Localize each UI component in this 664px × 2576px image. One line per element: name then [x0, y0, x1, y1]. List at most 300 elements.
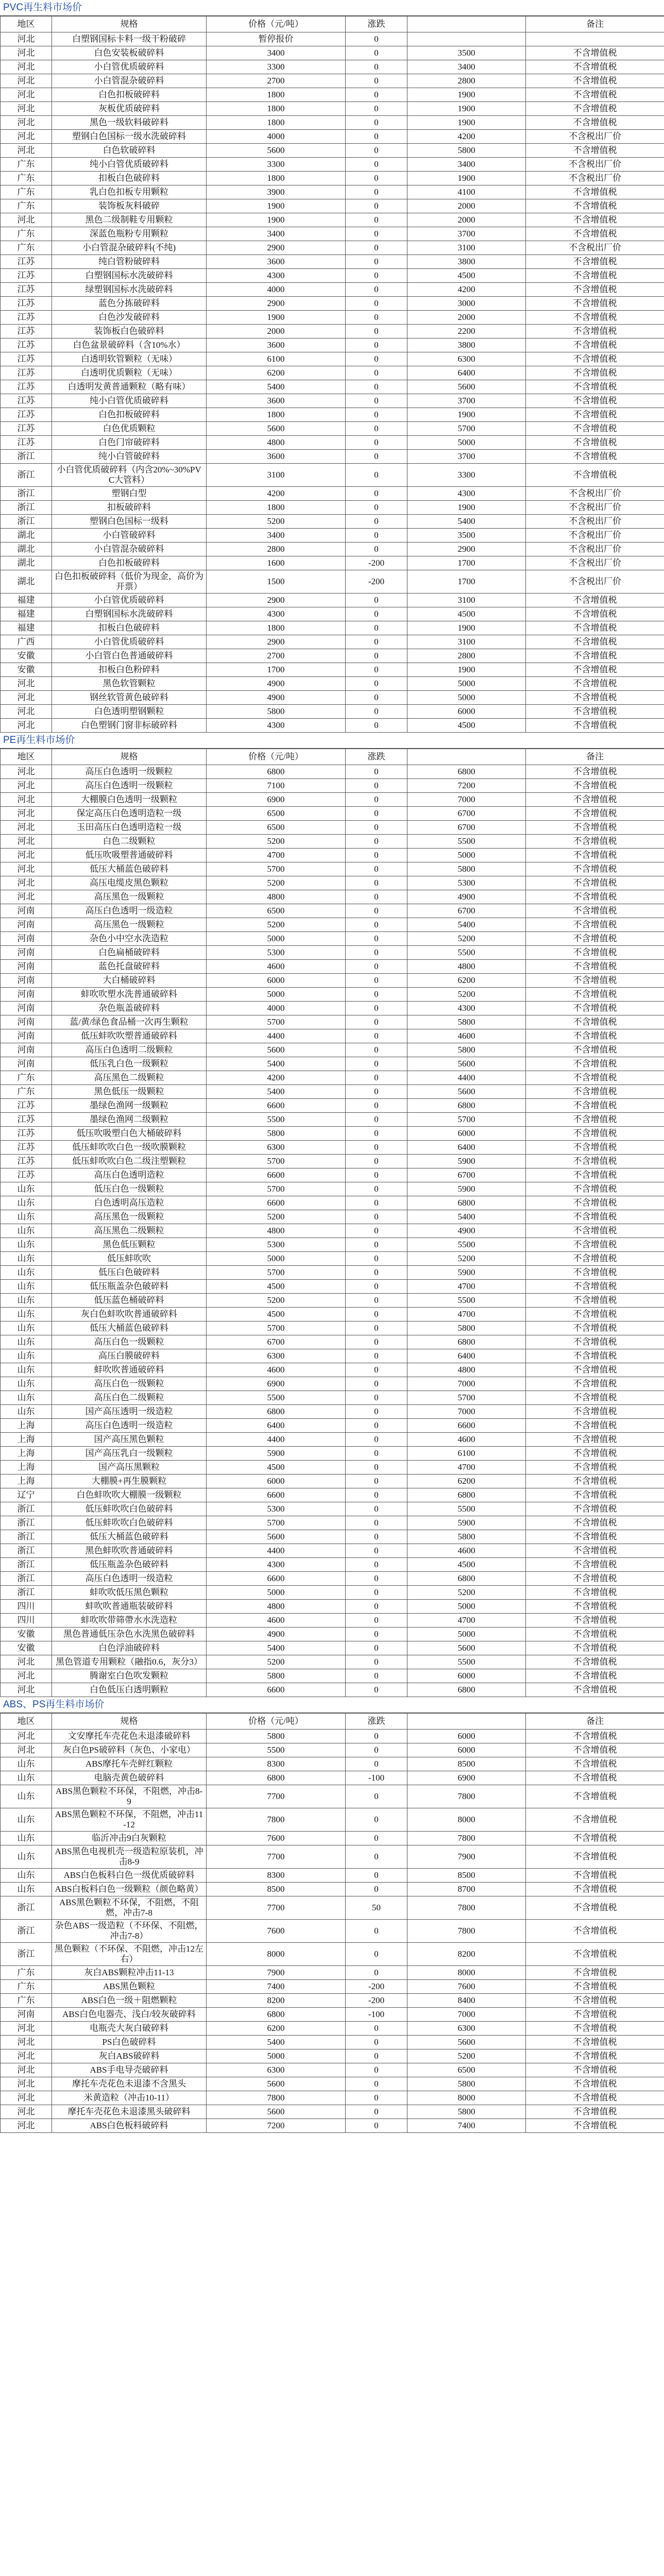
price-cell: 4900: [207, 691, 346, 705]
note-cell: 不含增值税: [526, 1655, 664, 1669]
price-cell: 1900: [207, 199, 346, 213]
region-cell: 河北: [1, 1655, 52, 1669]
change-cell: 0: [346, 501, 407, 515]
change-cell: 0: [346, 1155, 407, 1168]
table-row: [1, 835, 664, 849]
region-cell: 河南: [1, 1043, 52, 1057]
spec-cell: 灰白色蚌吹吹普通破碎料: [52, 1308, 207, 1321]
price-cell: 8200: [207, 1994, 346, 2008]
region-cell: 河北: [1, 74, 52, 88]
table-row: [1, 2091, 664, 2105]
price-high-cell: 2200: [407, 325, 526, 338]
region-cell: 山东: [1, 1883, 52, 1896]
change-cell: 0: [346, 932, 407, 946]
price-high-cell: 5000: [407, 849, 526, 862]
region-cell: 山东: [1, 1349, 52, 1363]
note-cell: 不含增值税: [526, 1321, 664, 1335]
region-cell: 浙江: [1, 1920, 52, 1943]
spec-cell: 黑色低压一级颗粒: [52, 1085, 207, 1099]
price-cell: 3400: [207, 529, 346, 543]
table-row: [1, 352, 664, 366]
note-cell: 不含增值税: [526, 450, 664, 464]
note-cell: 不含增值税: [526, 607, 664, 621]
change-cell: 0: [346, 835, 407, 849]
price-cell: 5400: [207, 1057, 346, 1071]
change-cell: 0: [346, 1516, 407, 1530]
price-cell: 6600: [207, 1488, 346, 1502]
change-cell: 0: [346, 1461, 407, 1475]
table-row: [1, 1419, 664, 1433]
spec-cell: 墨绿色渔网一级颗粒: [52, 1099, 207, 1113]
price-cell: 4400: [207, 1433, 346, 1447]
region-cell: 河北: [1, 2063, 52, 2077]
price-cell: 5000: [207, 1586, 346, 1600]
region-cell: 河北: [1, 807, 52, 821]
price-high-cell: 5000: [407, 1600, 526, 1614]
header-change: 涨跌: [346, 1714, 407, 1730]
note-cell: 不含增值税: [526, 960, 664, 974]
region-cell: 广东: [1, 185, 52, 199]
change-cell: 0: [346, 974, 407, 988]
table-row: [1, 1168, 664, 1182]
price-cell: 1800: [207, 102, 346, 116]
change-cell: 50: [346, 1896, 407, 1920]
spec-cell: 塑钢白色国标一级料: [52, 515, 207, 529]
region-cell: 浙江: [1, 1896, 52, 1920]
note-cell: 不含增值税: [526, 1419, 664, 1433]
price-cell: 5400: [207, 1085, 346, 1099]
region-cell: 山东: [1, 1335, 52, 1349]
note-cell: 不含增值税: [526, 1127, 664, 1141]
region-cell: 浙江: [1, 1558, 52, 1572]
header-note: 备注: [526, 1714, 664, 1730]
price-cell: 3900: [207, 185, 346, 199]
price-high-cell: 5400: [407, 1210, 526, 1224]
price-high-cell: 1900: [407, 102, 526, 116]
region-cell: 江苏: [1, 1099, 52, 1113]
note-cell: 不含增值税: [526, 1349, 664, 1363]
price-high-cell: 6200: [407, 1475, 526, 1488]
spec-cell: 高压黑色二级颗粒: [52, 1071, 207, 1085]
table-row: [1, 1363, 664, 1377]
note-cell: 不含增值税: [526, 1155, 664, 1168]
region-cell: 江苏: [1, 1168, 52, 1182]
price-cell: 3600: [207, 255, 346, 269]
change-cell: 0: [346, 1544, 407, 1558]
table-row: [1, 283, 664, 297]
price-cell: 5600: [207, 144, 346, 158]
price-high-cell: 8700: [407, 1883, 526, 1896]
spec-cell: 灰白色PS破碎料（灰色、小家电）: [52, 1743, 207, 1757]
spec-cell: ABS白色电器壳、浅白/较灰破碎料: [52, 2008, 207, 2022]
note-cell: 不含增值税: [526, 691, 664, 705]
note-cell: 不含增值税: [526, 74, 664, 88]
table-row: [1, 960, 664, 974]
price-cell: 4400: [207, 1544, 346, 1558]
table-row: [1, 487, 664, 501]
change-cell: 0: [346, 1391, 407, 1405]
table-row: [1, 158, 664, 172]
note-cell: 不含增值税: [526, 705, 664, 719]
note-cell: 不含增值税: [526, 1586, 664, 1600]
change-cell: 0: [346, 862, 407, 876]
note-cell: 不含增值税: [526, 821, 664, 835]
spec-cell: 蚌吹吹带筛帶水水洗造粒: [52, 1614, 207, 1628]
region-cell: 浙江: [1, 1516, 52, 1530]
region-cell: 山东: [1, 1757, 52, 1771]
change-cell: 0: [346, 807, 407, 821]
price-cell: 6500: [207, 904, 346, 918]
table-row: [1, 1266, 664, 1280]
header-price: 价格（元/吨）: [207, 16, 346, 32]
note-cell: 不含税出厂价: [526, 158, 664, 172]
table-row: [1, 1966, 664, 1980]
price-cell: 5200: [207, 515, 346, 529]
change-cell: 0: [346, 338, 407, 352]
price-cell: 4700: [207, 849, 346, 862]
table-row: [1, 793, 664, 807]
change-cell: 0: [346, 543, 407, 556]
table-row: [1, 130, 664, 144]
spec-cell: 白色塑钢门窗非标破碎料: [52, 719, 207, 733]
note-cell: 不含增值税: [526, 862, 664, 876]
table-row: [1, 904, 664, 918]
region-cell: 江苏: [1, 311, 52, 325]
region-cell: 福建: [1, 607, 52, 621]
spec-cell: ABS白色一级＋阻燃颗粒: [52, 1994, 207, 2008]
change-cell: 0: [346, 1869, 407, 1883]
price-high-cell: 4500: [407, 1558, 526, 1572]
region-cell: 广东: [1, 227, 52, 241]
note-cell: 不含税出厂价: [526, 556, 664, 570]
region-cell: 河北: [1, 821, 52, 835]
spec-cell: 电瓶壳大灰白破碎料: [52, 2022, 207, 2036]
price-high-cell: 4700: [407, 1614, 526, 1628]
table-row: [1, 1920, 664, 1943]
region-cell: 福建: [1, 621, 52, 635]
price-high-cell: 4800: [407, 1363, 526, 1377]
table-row: [1, 932, 664, 946]
price-cell: 6800: [207, 1771, 346, 1785]
spec-cell: 高压白色透明一级造粒: [52, 1572, 207, 1586]
region-cell: 江苏: [1, 1127, 52, 1141]
spec-cell: 高压白色一级颗粒: [52, 1335, 207, 1349]
price-high-cell: 4900: [407, 890, 526, 904]
table-row: [1, 1182, 664, 1196]
change-cell: 0: [346, 213, 407, 227]
change-cell: 0: [346, 1043, 407, 1057]
price-cell: 3600: [207, 338, 346, 352]
price-high-cell: 5500: [407, 946, 526, 960]
region-cell: 江苏: [1, 1155, 52, 1168]
change-cell: -200: [346, 1980, 407, 1994]
change-cell: 0: [346, 1730, 407, 1743]
price-cell: 2900: [207, 635, 346, 649]
spec-cell: 大白桶破碎料: [52, 974, 207, 988]
table-row: [1, 199, 664, 213]
note-cell: 不含增值税: [526, 918, 664, 932]
change-cell: 0: [346, 2022, 407, 2036]
price-cell: 3400: [207, 227, 346, 241]
table-row: [1, 464, 664, 487]
note-cell: 不含增值税: [526, 1363, 664, 1377]
price-cell: 5300: [207, 1502, 346, 1516]
change-cell: 0: [346, 1182, 407, 1196]
spec-cell: 国产高压黑色颗粒: [52, 1433, 207, 1447]
spec-cell: 白色扣板破碎料: [52, 408, 207, 422]
price-high-cell: 5500: [407, 1238, 526, 1252]
region-cell: 浙江: [1, 487, 52, 501]
note-cell: 不含增值税: [526, 835, 664, 849]
spec-cell: ABS白板料白色一级颗粒（颜色略黄）: [52, 1883, 207, 1896]
table-row: [1, 1586, 664, 1600]
spec-cell: 国产高压乳白一级颗粒: [52, 1447, 207, 1461]
header-spec: 规格: [52, 1714, 207, 1730]
table-row: [1, 677, 664, 691]
note-cell: 不含增值税: [526, 677, 664, 691]
note-cell: 不含增值税: [526, 890, 664, 904]
price-cell: 6400: [207, 1419, 346, 1433]
price-cell: 2900: [207, 241, 346, 255]
price-high-cell: 8000: [407, 2091, 526, 2105]
note-cell: 不含增值税: [526, 1099, 664, 1113]
note-cell: 不含增值税: [526, 325, 664, 338]
spec-cell: 高压黑色一级颗粒: [52, 1210, 207, 1224]
spec-cell: 大棚膜+再生膜颗粒: [52, 1475, 207, 1488]
change-cell: -200: [346, 556, 407, 570]
spec-cell: 白色蚌吹吹大棚膜一级颗粒: [52, 1488, 207, 1502]
table-row: [1, 338, 664, 352]
region-cell: 山东: [1, 1869, 52, 1883]
note-cell: 不含增值税: [526, 60, 664, 74]
change-cell: 0: [346, 241, 407, 255]
price-cell: 6600: [207, 1683, 346, 1697]
header-spec: 规格: [52, 16, 207, 32]
note-cell: 不含增值税: [526, 394, 664, 408]
region-cell: 上海: [1, 1447, 52, 1461]
spec-cell: 白色扣板破碎料: [52, 88, 207, 102]
spec-cell: ABS白色板料白色一级优质破碎料: [52, 1869, 207, 1883]
note-cell: 不含税出厂价: [526, 543, 664, 556]
price-high-cell: 5500: [407, 1294, 526, 1308]
region-cell: 浙江: [1, 515, 52, 529]
price-high-cell: 1900: [407, 172, 526, 185]
price-high-cell: 7000: [407, 2008, 526, 2022]
price-high-cell: 3700: [407, 394, 526, 408]
note-cell: 不含增值税: [526, 185, 664, 199]
change-cell: 0: [346, 325, 407, 338]
region-cell: 河北: [1, 46, 52, 60]
table-row: [1, 501, 664, 515]
spec-cell: 深蓝色瓶粉专用颗粒: [52, 227, 207, 241]
region-cell: 山东: [1, 1294, 52, 1308]
header-blank: [407, 1714, 526, 1730]
region-cell: 河北: [1, 2049, 52, 2063]
region-cell: 山东: [1, 1363, 52, 1377]
price-cell: 4900: [207, 1628, 346, 1641]
note-cell: 不含增值税: [526, 1168, 664, 1182]
spec-cell: 低压蚌吹吹白色破碎料: [52, 1516, 207, 1530]
change-cell: 0: [346, 102, 407, 116]
table-row: [1, 1994, 664, 2008]
change-cell: 0: [346, 60, 407, 74]
price-cell: 6600: [207, 1572, 346, 1586]
spec-cell: 低压蓝色桶破碎料: [52, 1294, 207, 1308]
change-cell: 0: [346, 1085, 407, 1099]
spec-cell: 高压白色二级颗粒: [52, 1391, 207, 1405]
spec-cell: 高压白色透明一级颗粒: [52, 765, 207, 779]
note-cell: 不含增值税: [526, 1294, 664, 1308]
price-cell: 5500: [207, 1391, 346, 1405]
price-cell: 6300: [207, 1141, 346, 1155]
price-high-cell: 5000: [407, 1628, 526, 1641]
price-cell: 5400: [207, 2036, 346, 2049]
change-cell: 0: [346, 297, 407, 311]
note-cell: 不含税出厂价: [526, 515, 664, 529]
note-cell: 不含增值税: [526, 779, 664, 793]
region-cell: 河北: [1, 779, 52, 793]
change-cell: 0: [346, 946, 407, 960]
price-high-cell: 4100: [407, 185, 526, 199]
spec-cell: 白塑钢国标水洗破碎料: [52, 607, 207, 621]
note-cell: 不含增值税: [526, 297, 664, 311]
price-high-cell: 6000: [407, 1669, 526, 1683]
spec-cell: 低压蚌吹吹白色破碎料: [52, 1502, 207, 1516]
price-high-cell: 2900: [407, 543, 526, 556]
table-row: [1, 1071, 664, 1085]
price-cell: 5500: [207, 1743, 346, 1757]
note-cell: 不含增值税: [526, 1743, 664, 1757]
table-row: [1, 1785, 664, 1808]
spec-cell: 蚌吹吹低压黑色颗粒: [52, 1586, 207, 1600]
price-high-cell: 1900: [407, 663, 526, 677]
change-cell: 0: [346, 2036, 407, 2049]
price-high-cell: 3500: [407, 46, 526, 60]
price-high-cell: 6300: [407, 352, 526, 366]
price-high-cell: 6000: [407, 1730, 526, 1743]
region-cell: 河北: [1, 2091, 52, 2105]
price-high-cell: 5500: [407, 835, 526, 849]
change-cell: 0: [346, 1502, 407, 1516]
region-cell: 山东: [1, 1308, 52, 1321]
price-high-cell: 5900: [407, 1155, 526, 1168]
price-high-cell: 4600: [407, 1544, 526, 1558]
price-high-cell: 3500: [407, 529, 526, 543]
price-high-cell: 6800: [407, 1196, 526, 1210]
region-cell: 山东: [1, 1405, 52, 1419]
price-cell: 2000: [207, 325, 346, 338]
table-row: [1, 570, 664, 594]
spec-cell: 白色门帘破碎料: [52, 436, 207, 450]
price-high-cell: 5300: [407, 876, 526, 890]
region-cell: 上海: [1, 1461, 52, 1475]
note-cell: 不含增值税: [526, 1600, 664, 1614]
region-cell: 河北: [1, 2036, 52, 2049]
spec-cell: 临沂冲击9白灰颗粒: [52, 1832, 207, 1845]
spec-cell: 塑钢白型: [52, 487, 207, 501]
region-cell: 河北: [1, 1730, 52, 1743]
header-blank: [407, 749, 526, 765]
price-cell: 1700: [207, 663, 346, 677]
header-note: 备注: [526, 16, 664, 32]
region-cell: 四川: [1, 1614, 52, 1628]
note-cell: 不含增值税: [526, 849, 664, 862]
region-cell: 广东: [1, 1980, 52, 1994]
table-row: [1, 1757, 664, 1771]
spec-cell: ABS黑色颗粒不环保，不阻燃，不阻燃，冲击7-8: [52, 1896, 207, 1920]
region-cell: 河南: [1, 946, 52, 960]
price-high-cell: 5700: [407, 422, 526, 436]
note-cell: 不含增值税: [526, 1182, 664, 1196]
table-row: [1, 1280, 664, 1294]
change-cell: 0: [346, 1252, 407, 1266]
price-high-cell: 1900: [407, 501, 526, 515]
change-cell: 0: [346, 1127, 407, 1141]
change-cell: 0: [346, 172, 407, 185]
spec-cell: 保定高压白色透明造粒一级: [52, 807, 207, 821]
region-cell: 河南: [1, 988, 52, 1002]
change-cell: 0: [346, 1071, 407, 1085]
note-cell: 不含增值税: [526, 1057, 664, 1071]
region-cell: 江苏: [1, 338, 52, 352]
table-row: [1, 2022, 664, 2036]
price-cell: 4800: [207, 436, 346, 450]
price-cell: 1900: [207, 311, 346, 325]
spec-cell: 白色盆景破碎料（含10%水）: [52, 338, 207, 352]
table-row: [1, 311, 664, 325]
spec-cell: 白色软破碎料: [52, 144, 207, 158]
price-cell: 2900: [207, 594, 346, 607]
spec-cell: 杂色ABS一级造粒（不环保、不阻燃，冲击7-8）: [52, 1920, 207, 1943]
region-cell: 山东: [1, 1808, 52, 1832]
price-cell: 5800: [207, 1730, 346, 1743]
price-cell: 2700: [207, 649, 346, 663]
table-row: [1, 1155, 664, 1168]
change-cell: 0: [346, 1210, 407, 1224]
region-cell: 河北: [1, 1669, 52, 1683]
note-cell: 不含增值税: [526, 338, 664, 352]
region-cell: 广东: [1, 1994, 52, 2008]
table-row: [1, 1771, 664, 1785]
spec-cell: 低压蚌吹吹: [52, 1252, 207, 1266]
table-row: [1, 1321, 664, 1335]
note-cell: 不含增值税: [526, 1377, 664, 1391]
note-cell: 不含增值税: [526, 974, 664, 988]
spec-cell: 小白管白色普通破碎料: [52, 649, 207, 663]
change-cell: 0: [346, 2119, 407, 2133]
change-cell: 0: [346, 594, 407, 607]
table-row: [1, 227, 664, 241]
spec-cell: 扣板白色破碎料: [52, 621, 207, 635]
region-cell: 广东: [1, 1085, 52, 1099]
table-row: [1, 1029, 664, 1043]
region-cell: 山东: [1, 1771, 52, 1785]
note-cell: 不含增值税: [526, 436, 664, 450]
table-row: [1, 1461, 664, 1475]
spec-cell: 纯小白管破碎料: [52, 450, 207, 464]
region-cell: 河北: [1, 876, 52, 890]
price-high-cell: 6000: [407, 1743, 526, 1757]
price-cell: 3100: [207, 464, 346, 487]
header-row: [1, 749, 664, 765]
spec-cell: 黑色普通低压杂色水洗黑色破碎料: [52, 1628, 207, 1641]
price-cell: 4500: [207, 1308, 346, 1321]
region-cell: 湖北: [1, 570, 52, 594]
table-row: [1, 1405, 664, 1419]
region-cell: 安徽: [1, 1628, 52, 1641]
spec-cell: 低压瓶盖杂色破碎料: [52, 1280, 207, 1294]
price-high-cell: 3300: [407, 464, 526, 487]
